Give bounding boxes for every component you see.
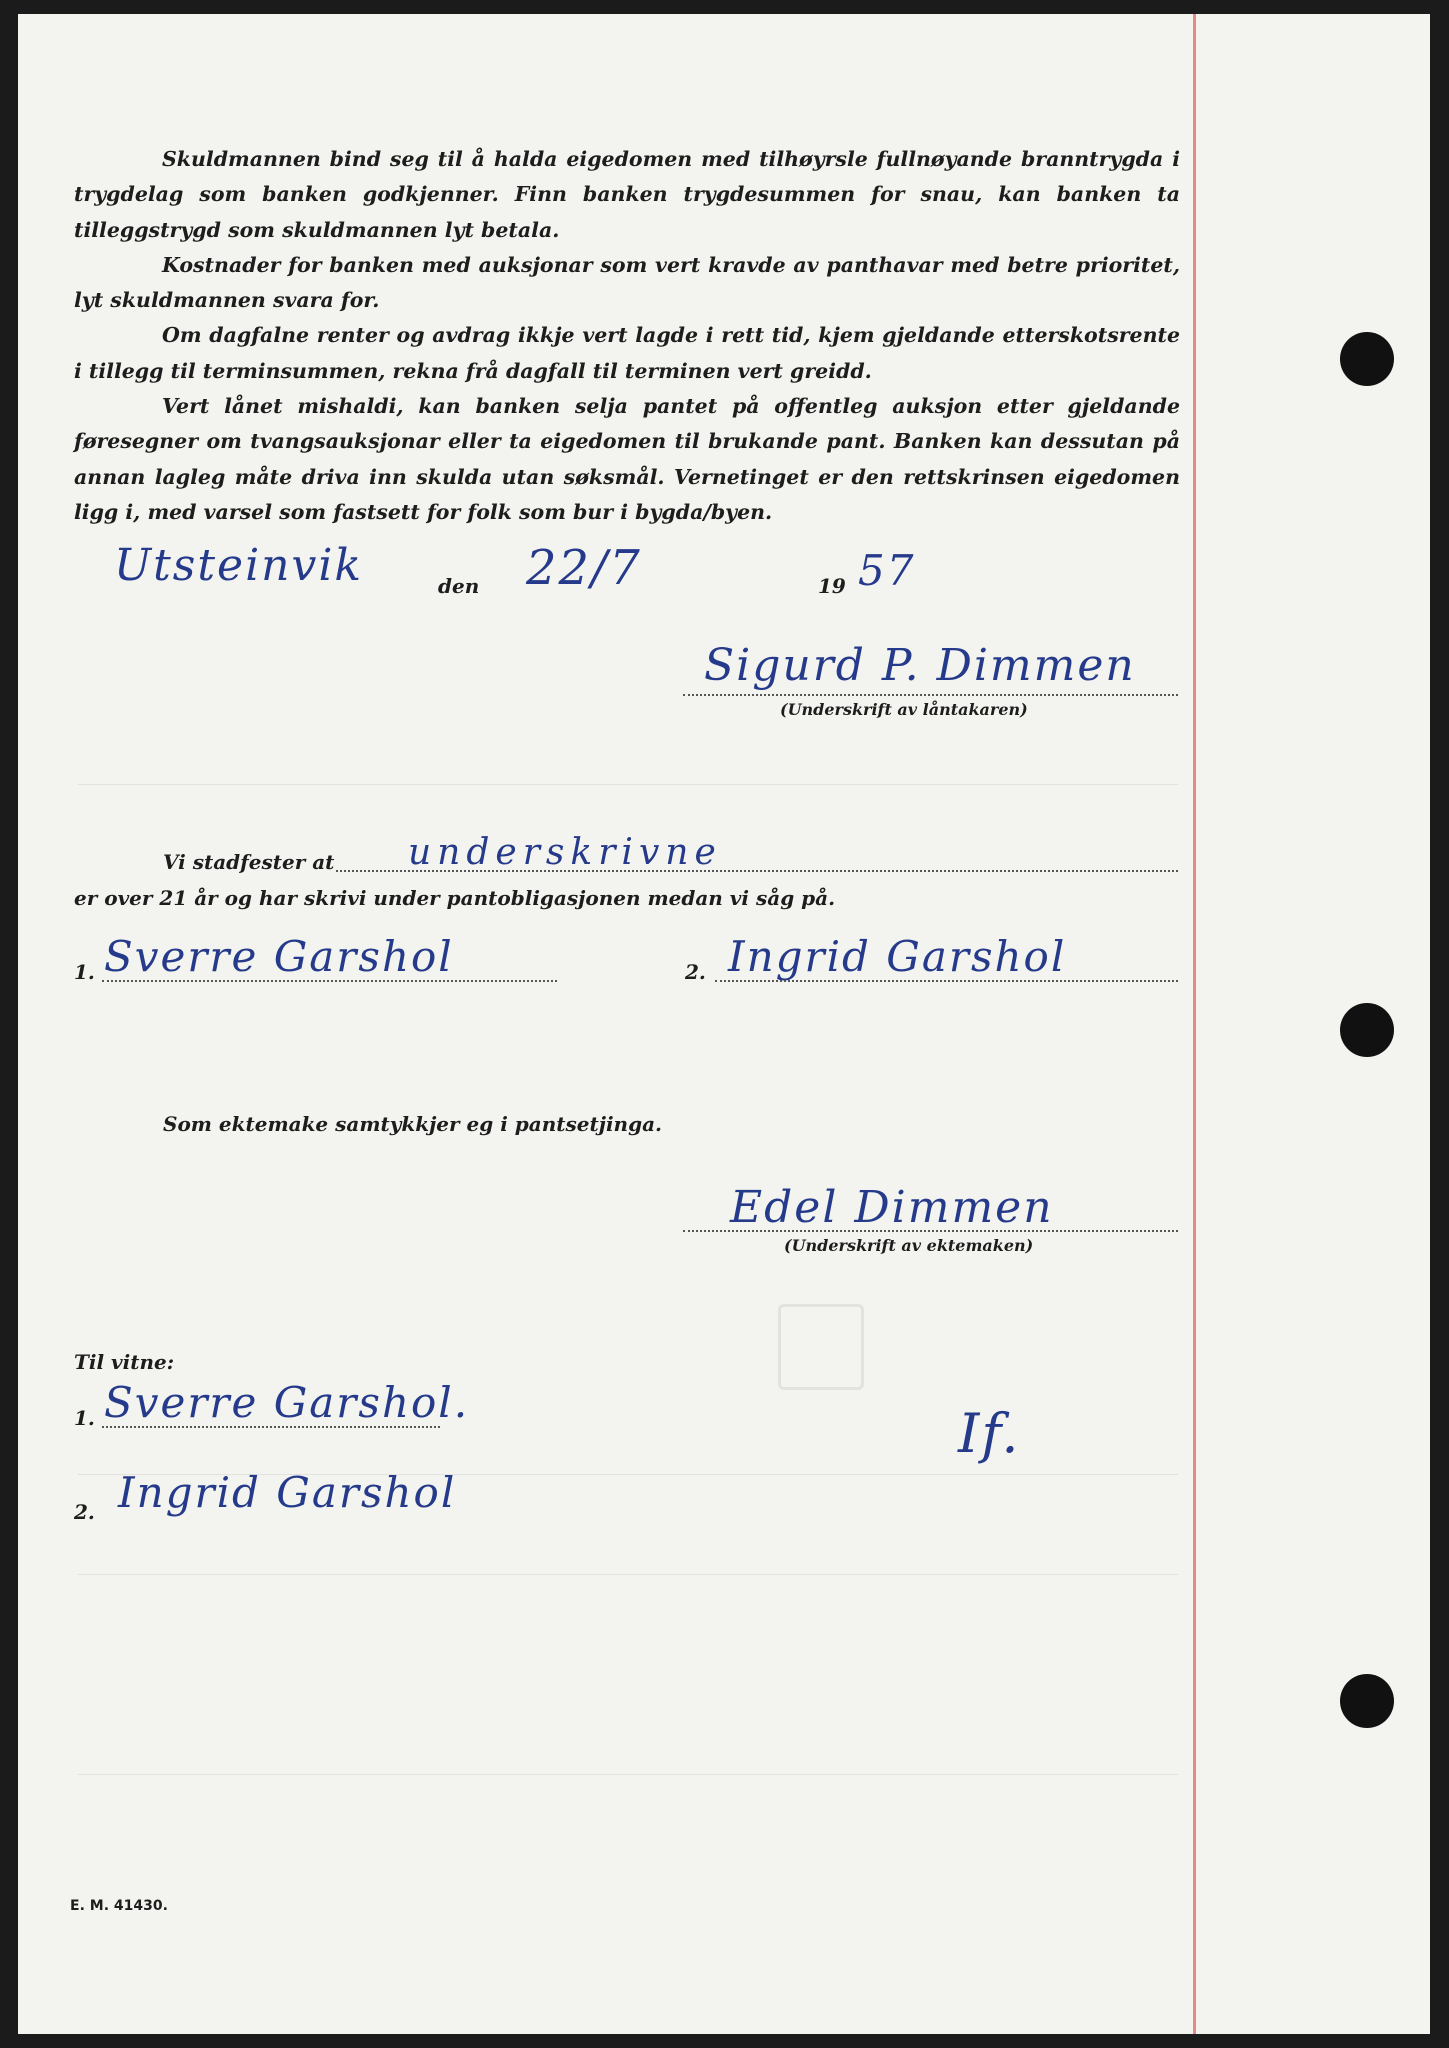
witness-number: 2. [74, 1500, 95, 1524]
place-handwritten: Utsteinvik [114, 540, 364, 591]
confirmation-handwritten: underskrivne [408, 832, 722, 873]
bleed-through [78, 1574, 1178, 1589]
confirmation-prefix: Vi stadfester at [163, 850, 335, 874]
witness-number: 1. [74, 960, 95, 984]
confirmation-text: er over 21 år og har skrivi under pantobligasjonen medan vi såg på. [74, 886, 836, 910]
witness-signature: Sverre Garshol. [104, 1378, 470, 1427]
form-number: E. M. 41430. [70, 1898, 168, 1914]
document-page [18, 14, 1430, 2034]
spouse-statement: Som ektemake samtykkjer eg i pantsetjinga. [163, 1112, 662, 1136]
witness-signature: Sverre Garshol [104, 932, 454, 981]
spouse-caption: (Underskrift av ektemaken) [784, 1236, 1034, 1255]
borrower-caption: (Underskrift av låntakaren) [780, 700, 1028, 719]
punch-hole [1340, 1003, 1394, 1057]
witness-number: 1. [74, 1406, 95, 1430]
punch-hole [1340, 332, 1394, 386]
year-handwritten: 57 [858, 546, 916, 595]
paragraph: Vert lånet mishaldi, kan banken selja pantet på offentleg auksjon etter gjeldande føresegner om tvangsauksjonar eller ta eigedomen til brukande pant. Banken kan dessutan på annan lagleg måte driva inn skulda utan søksmål. Vernetinget er den rettskrinsen eigedomen ligg i, med varsel som fastsett for folk som bur i bygda/byen. [74, 394, 1180, 524]
fill-line [715, 980, 1178, 982]
margin-line [1193, 14, 1196, 2034]
terms-text [74, 142, 1180, 530]
date-handwritten: 22/7 [526, 540, 642, 596]
spouse-signature: Edel Dimmen [730, 1182, 1054, 1233]
bleed-through [78, 1774, 1178, 1789]
signature-line [683, 694, 1178, 696]
witness-signature: Ingrid Garshol [728, 932, 1067, 981]
borrower-signature: Sigurd P. Dimmen [704, 640, 1136, 691]
witness-number: 2. [685, 960, 706, 984]
year-prefix: 19 [818, 574, 846, 598]
bleed-through [78, 784, 1178, 799]
til-vitne-label: Til vitne: [74, 1350, 175, 1374]
paragraph: Skuldmannen bind seg til å halda eigedomen med tilhøyrsle fullnøyande branntrygda i trygdelag som banken godkjenner. Finn banken trygdesummen for snau, kan banken ta tilleggstrygd som skuldmannen lyt betala. [74, 147, 1180, 242]
fill-line [102, 980, 557, 982]
punch-hole [1340, 1674, 1394, 1728]
paragraph: Kostnader for banken med auksjonar som vert kravde av panthavar med betre prioritet, lyt skuldmannen svara for. [74, 252, 1180, 313]
signature-line [683, 1230, 1178, 1232]
paragraph: Om dagfalne renter og avdrag ikkje vert lagde i rett tid, kjem gjeldande etterskotsrente i tillegg til terminsummen, rekna frå dagfall til terminen vert greidd. [74, 323, 1180, 383]
initial-handwritten: If. [958, 1402, 1021, 1465]
fill-line [102, 1426, 440, 1428]
witness-signature: Ingrid Garshol [118, 1468, 457, 1517]
den-label: den [438, 574, 480, 598]
bleed-through [778, 1304, 864, 1390]
